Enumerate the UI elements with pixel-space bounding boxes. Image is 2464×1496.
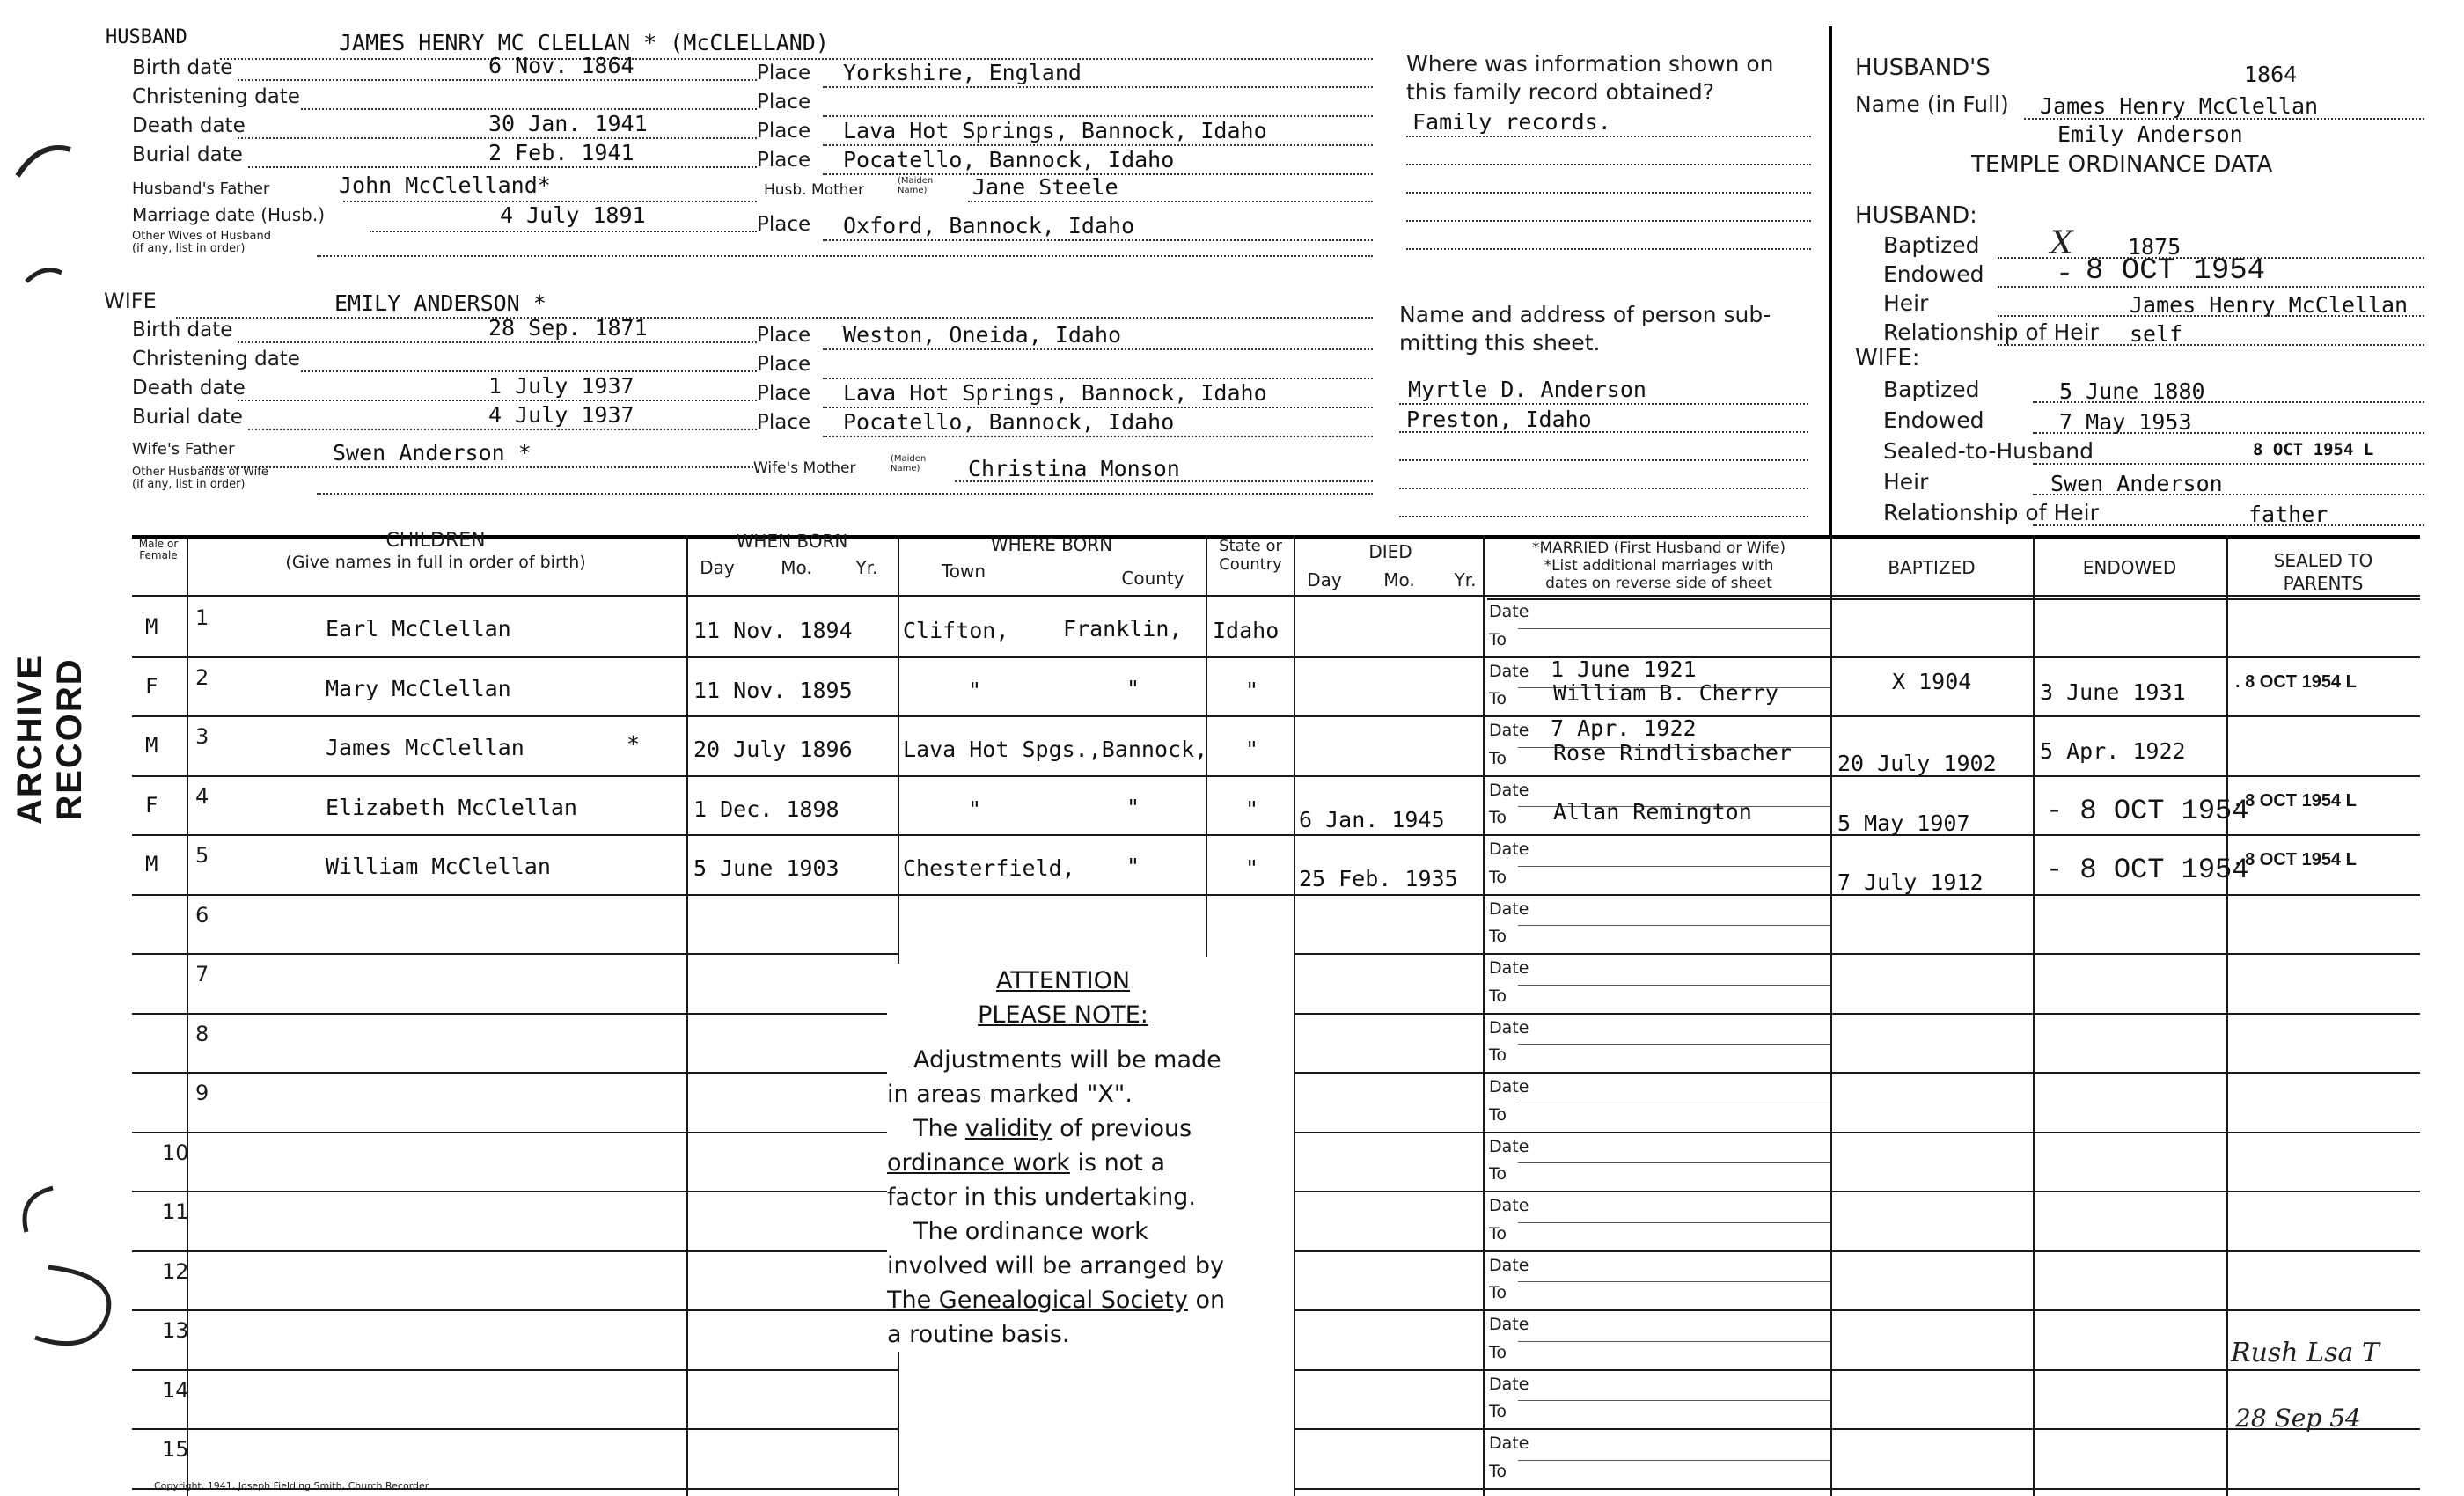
child-row-line	[132, 894, 898, 896]
child-marriage-date: 7 Apr. 1922	[1551, 715, 1697, 741]
temple-wife-row-label: Baptized	[1883, 377, 1980, 402]
marriage-place: Oxford, Bannock, Idaho	[843, 213, 1135, 238]
child-born: 11 Nov. 1895	[693, 677, 853, 703]
binder-mark-4	[35, 1267, 109, 1344]
child-to-label: To	[1489, 1223, 1507, 1243]
child-row-line	[132, 715, 898, 717]
notice-p2-e: is not a factor in this undertaking.	[887, 1149, 1196, 1211]
child-row-line	[132, 1013, 898, 1015]
child-town: "	[968, 677, 982, 703]
child-row-line-mid	[898, 894, 1294, 896]
temple-wife-row-line	[2033, 463, 2424, 465]
child-row-line-mid	[898, 715, 1294, 717]
child-state: "	[1245, 796, 1259, 822]
child-date-label: Date	[1489, 602, 1529, 621]
temple-wife-row-label: Endowed	[1883, 407, 1984, 433]
marriage-date-label: Marriage date (Husb.)	[132, 204, 326, 225]
wife-row-place: Pocatello, Bannock, Idaho	[843, 409, 1175, 435]
temple-year: 1864	[2244, 62, 2298, 87]
temple-wife-row-value: 5 June 1880	[2059, 378, 2205, 404]
child-row-line-right	[1294, 1013, 2420, 1015]
wife-row-place: Lava Hot Springs, Bannock, Idaho	[843, 380, 1267, 406]
wife-mother-sublabel: (Maiden Name)	[891, 454, 927, 473]
child-number: 8	[195, 1021, 209, 1046]
submitter-address: Preston, Idaho	[1406, 407, 1592, 432]
header-married: *MARRIED (First Husband or Wife)	[1531, 539, 1786, 557]
child-number: 9	[195, 1081, 209, 1105]
temple-wife-row-line	[2033, 432, 2424, 434]
temple-husband-row-value: James Henry McClellan	[2130, 292, 2409, 318]
child-born: 1 Dec. 1898	[693, 796, 840, 822]
child-state: "	[1245, 737, 1259, 762]
copyright-footer: Copyright, 1941, Joseph Fielding Smith, Church Recorder	[154, 1480, 429, 1492]
child-date-label: Date	[1489, 898, 1529, 919]
child-row-line	[132, 1250, 898, 1252]
other-wives-label: Other Wives of Husband	[132, 230, 271, 243]
child-row-date-divider	[1518, 866, 1830, 867]
husband-row-place-label: Place	[757, 120, 811, 143]
child-sealed: . 8 OCT 1954 L	[2235, 671, 2357, 692]
binder-mark-2	[26, 270, 62, 282]
temple-wife-row-label: Relationship of Heir	[1883, 500, 2099, 525]
husband-row-place-label: Place	[757, 62, 811, 84]
submitter-name: Myrtle D. Anderson	[1408, 377, 1646, 402]
notice-paragraph-3	[887, 1214, 1239, 1352]
wife-row-date-line	[248, 429, 757, 430]
archive-record-text: ARCHIVE RECORD	[11, 653, 89, 825]
child-to-label: To	[1489, 1104, 1507, 1125]
child-married-to: William B. Cherry	[1553, 680, 1778, 707]
husband-row-date-line	[301, 108, 757, 110]
child-number: 15	[162, 1437, 189, 1462]
husband-row-label: Christening date	[132, 85, 300, 108]
child-row-line	[132, 1428, 898, 1430]
child-number: 10	[162, 1140, 189, 1165]
notice-subtitle: PLEASE NOTE:	[978, 1001, 1148, 1029]
child-endowed: 5 Apr. 1922	[2040, 738, 2186, 764]
header-sealed: SEALED TO PARENTS	[2273, 550, 2373, 594]
child-to-label: To	[1489, 748, 1507, 768]
wife-row-place-label: Place	[757, 411, 811, 434]
info-question-line1: Where was information shown on	[1406, 51, 1774, 77]
child-name: James McClellan	[326, 735, 524, 760]
child-to-label: To	[1489, 1402, 1507, 1422]
child-number: 3	[195, 724, 209, 749]
child-to-label: To	[1489, 1461, 1507, 1481]
header-died-yr: Yr.	[1454, 569, 1477, 590]
wife-father: Swen Anderson *	[333, 440, 532, 466]
husband-row-place-label: Place	[757, 149, 811, 172]
child-row-line-right	[1294, 1309, 2420, 1311]
header-sex: Male or Female	[138, 538, 179, 561]
temple-wife-row-value: 7 May 1953	[2059, 409, 2192, 435]
child-row-line	[132, 1309, 898, 1311]
notice-title: ATTENTION	[995, 967, 1131, 994]
child-row-line	[132, 834, 898, 836]
temple-wife-name: Emily Anderson	[2057, 121, 2243, 147]
husband-row-place: Lava Hot Springs, Bannock, Idaho	[843, 118, 1267, 143]
husband-row-date-line	[238, 79, 757, 81]
temple-title: TEMPLE ORDINANCE DATA	[1971, 151, 2273, 178]
child-row-line-right	[1294, 715, 2420, 717]
child-died: 25 Feb. 1935	[1299, 866, 1458, 891]
child-star: *	[627, 731, 641, 757]
child-town: Clifton,	[903, 618, 1009, 643]
child-row-line-right	[1294, 1072, 2420, 1074]
child-date-label: Date	[1489, 958, 1529, 978]
wife-row-date: 28 Sep. 1871	[488, 315, 648, 341]
child-county: Franklin,	[1063, 616, 1183, 642]
child-date-label: Date	[1489, 1136, 1529, 1156]
child-row-date-divider	[1518, 1044, 1830, 1045]
child-date-label: Date	[1489, 1374, 1529, 1394]
child-row-line-mid	[898, 834, 1294, 836]
header-died-day: Day	[1307, 569, 1342, 590]
margin-note-rush: Rush Lsa T	[2231, 1338, 2380, 1368]
info-source: Family records.	[1412, 109, 1611, 135]
child-row-line-right	[1294, 953, 2420, 955]
temple-wife-row-label: Sealed-to-Husband	[1883, 438, 2094, 464]
marriage-date: 4 July 1891	[500, 202, 646, 228]
temple-husband-row-value: 1875	[2128, 234, 2182, 260]
child-born: 20 July 1896	[693, 737, 853, 762]
child-row-line-right	[1294, 656, 2420, 658]
husband-name: JAMES HENRY MC CLELLAN * (McCLELLAND)	[339, 30, 829, 55]
child-row-line	[132, 1191, 898, 1192]
child-date-label: Date	[1489, 721, 1529, 740]
child-to-label: To	[1489, 867, 1507, 887]
child-to-label: To	[1489, 1283, 1507, 1303]
wife-row-place-line	[823, 378, 1373, 379]
temple-husband-row-label: Relationship of Heir	[1883, 319, 2099, 345]
wife-row-label: Death date	[132, 377, 246, 400]
child-number: 11	[162, 1199, 189, 1224]
husband-row-date-line	[248, 166, 757, 168]
wife-name: EMILY ANDERSON *	[334, 290, 546, 316]
header-state: State or Country	[1219, 537, 1282, 574]
temple-husband-row-label: Endowed	[1883, 261, 1984, 287]
child-row-line-right	[1294, 1132, 2420, 1133]
submitter-question-line2: mitting this sheet.	[1399, 330, 1601, 356]
header-died: DIED	[1368, 541, 1412, 562]
temple-wife-row-line	[2033, 401, 2424, 403]
submitter-question-line1: Name and address of person sub-	[1399, 302, 1771, 327]
attention-notice	[887, 964, 1239, 1352]
child-county: "	[1126, 675, 1140, 701]
temple-husband-row-mark: X	[2050, 225, 2073, 261]
husband-father-label: Husband's Father	[132, 180, 270, 198]
temple-husband-row-value: 8 OCT 1954	[2086, 254, 2266, 288]
wife-row-label: Burial date	[132, 406, 243, 429]
husband-row-label: Death date	[132, 114, 246, 137]
child-row-line-mid	[898, 775, 1294, 777]
header-married-sub2: dates on reverse side of sheet	[1545, 575, 1772, 592]
child-sex: M	[145, 852, 158, 876]
child-number: 5	[195, 843, 209, 868]
child-married-to: Allan Remington	[1553, 799, 1752, 825]
child-number: 1	[195, 605, 209, 630]
child-row-date-divider	[1518, 1222, 1830, 1223]
notice-p3-b: The Genealogical Society	[887, 1287, 1188, 1314]
notice-p2-b: validity	[964, 1115, 1052, 1142]
child-row-line	[132, 775, 898, 777]
child-date-label: Date	[1489, 661, 1529, 681]
wife-row-label: Christening date	[132, 348, 300, 370]
child-to-label: To	[1489, 1164, 1507, 1184]
temple-husband-row-line	[1998, 315, 2424, 317]
header-endowed: ENDOWED	[2082, 557, 2177, 578]
other-husbands-label: Other Husbands of Wife	[132, 466, 268, 479]
wife-father-label: Wife's Father	[132, 440, 235, 458]
notice-paragraph-2	[887, 1111, 1239, 1214]
husband-row-date: 6 Nov. 1864	[488, 53, 634, 78]
binder-mark-3	[25, 1188, 53, 1232]
husband-row-label: Burial date	[132, 143, 243, 166]
child-number: 4	[195, 783, 209, 809]
child-town: Lava Hot Spgs.,Bannock,	[903, 737, 1208, 762]
child-row-line	[132, 1369, 898, 1371]
child-to-label: To	[1489, 927, 1507, 947]
child-sealed: . 8 OCT 1954 L	[2235, 790, 2357, 810]
child-to-label: To	[1489, 1342, 1507, 1362]
wife-row-place-label: Place	[757, 382, 811, 405]
wife-row-date-line	[238, 341, 757, 343]
child-to-label: To	[1489, 986, 1507, 1006]
temple-wife-row-label: Heir	[1883, 469, 1929, 495]
child-number: 6	[195, 902, 209, 928]
wife-section-label: WIFE	[104, 289, 157, 313]
child-number: 13	[162, 1318, 189, 1343]
child-row-date-divider	[1518, 985, 1830, 986]
husband-row-place-line	[823, 86, 1373, 88]
temple-husband-row-line	[1998, 344, 2424, 346]
child-state: "	[1245, 677, 1259, 703]
child-number: 2	[195, 664, 209, 690]
wife-row-label: Birth date	[132, 319, 233, 341]
temple-husband-row-mark: -	[2059, 254, 2071, 290]
child-row-date-divider	[1518, 1400, 1830, 1401]
child-county: "	[1126, 794, 1140, 820]
temple-husband-row-value: self	[2130, 321, 2183, 347]
child-number: 7	[195, 962, 209, 986]
child-row-line-right	[1294, 1488, 2420, 1490]
other-wives-sub: (if any, list in order)	[132, 242, 246, 255]
info-question-line2: this family record obtained?	[1406, 79, 1715, 105]
husband-section-label: HUSBAND	[106, 26, 187, 48]
husband-mother: Jane Steele	[972, 174, 1118, 200]
wife-row-date-line	[238, 400, 757, 401]
child-row-line-right	[1294, 1250, 2420, 1252]
notice-paragraph-1: Adjustments will be made in areas marked "X".	[887, 1046, 1221, 1108]
child-row-date-divider	[1518, 1460, 1830, 1461]
child-born: 11 Nov. 1894	[693, 618, 853, 643]
header-children: CHILDREN	[385, 530, 486, 552]
child-row-line-right	[1294, 1191, 2420, 1192]
header-where-born: WHERE BORN	[990, 534, 1113, 555]
child-number: 14	[162, 1377, 189, 1403]
child-state: Idaho	[1213, 618, 1280, 643]
header-county: County	[1121, 568, 1184, 589]
child-row-line-mid	[898, 656, 1294, 658]
child-endowed: - 8 OCT 1954	[2046, 854, 2249, 886]
child-row-date-divider	[1518, 1281, 1830, 1282]
child-date-label: Date	[1489, 1255, 1529, 1275]
husband-row-place-line	[823, 144, 1373, 146]
temple-husband-row-line	[1998, 286, 2424, 288]
header-town: Town	[941, 561, 986, 582]
temple-husband-row-label: Heir	[1883, 290, 1929, 316]
child-baptized: 5 May 1907	[1837, 810, 1970, 836]
child-county: "	[1126, 854, 1140, 879]
child-town: Chesterfield,	[903, 855, 1075, 881]
wife-mother: Christina Monson	[968, 456, 1180, 481]
child-date-label: Date	[1489, 1434, 1529, 1453]
husband-father: John McClelland*	[339, 172, 551, 198]
header-mo: Mo.	[781, 557, 812, 578]
temple-husband-row-label: Baptized	[1883, 232, 1980, 258]
wife-row-date: 1 July 1937	[488, 373, 634, 399]
header-when-born: WHEN BORN	[736, 531, 848, 552]
husband-row-place-label: Place	[757, 91, 811, 114]
child-row-line	[132, 656, 898, 658]
other-husbands-sub: (if any, list in order)	[132, 478, 246, 491]
child-marriage-date: 1 June 1921	[1551, 656, 1697, 682]
husband-row-place: Pocatello, Bannock, Idaho	[843, 147, 1175, 172]
temple-wife-row-line	[2033, 524, 2424, 526]
binder-mark-1	[18, 148, 70, 176]
wife-row-place-line	[823, 436, 1373, 437]
child-row-line-right	[1294, 1369, 2420, 1371]
child-name: William McClellan	[326, 854, 551, 879]
wife-row-date-line	[301, 370, 757, 372]
margin-note-date: 28 Sep 54	[2235, 1404, 2361, 1433]
temple-name-label: Name (in Full)	[1855, 92, 2009, 117]
husband-row-date: 30 Jan. 1941	[488, 111, 648, 136]
child-date-label: Date	[1489, 780, 1529, 800]
child-row-line	[132, 1132, 898, 1133]
child-name: Mary McClellan	[326, 675, 511, 701]
child-endowed: 3 June 1931	[2040, 678, 2186, 705]
header-died-mo: Mo.	[1383, 569, 1415, 590]
temple-husband-label: HUSBAND:	[1855, 202, 1977, 229]
child-state: "	[1245, 855, 1259, 881]
notice-p2-d: ordinance work	[887, 1149, 1070, 1177]
wife-row-date: 4 July 1937	[488, 402, 634, 428]
child-sex: F	[145, 673, 158, 699]
husband-row-place: Yorkshire, England	[843, 60, 1082, 85]
wife-mother-label: Wife's Mother	[753, 459, 856, 477]
notice-p2-a: The	[913, 1115, 965, 1142]
child-born: 5 June 1903	[693, 855, 840, 881]
header-children-sub: (Give names in full in order of birth)	[285, 553, 586, 572]
temple-husband-name: James Henry McClellan	[2040, 93, 2319, 119]
child-to-label: To	[1489, 808, 1507, 828]
wife-row-place-line	[823, 407, 1373, 408]
child-row-line	[132, 1072, 898, 1074]
binder-marks	[0, 0, 123, 1496]
wife-row-place-line	[823, 348, 1373, 350]
header-yr: Yr.	[855, 557, 878, 578]
header-married-sub1: *List additional marriages with	[1544, 557, 1774, 575]
notice-p3-a: The ordinance work involved will be arranged by	[887, 1218, 1224, 1280]
temple-wife-row-value: 8 OCT 1954 L	[2253, 440, 2374, 459]
child-date-label: Date	[1489, 1017, 1529, 1038]
child-to-label: To	[1489, 689, 1507, 709]
child-row-date-divider	[1518, 1341, 1830, 1342]
child-name: Elizabeth McClellan	[326, 794, 577, 820]
child-date-label: Date	[1489, 1077, 1529, 1096]
husband-mother-sublabel: (Maiden Name)	[898, 176, 934, 195]
child-row-date-divider	[1518, 1162, 1830, 1163]
child-row-line	[132, 953, 898, 955]
child-row-date-divider	[1518, 925, 1830, 926]
child-number: 12	[162, 1258, 189, 1284]
child-date-label: Date	[1489, 1315, 1529, 1334]
husband-row-label: Birth date	[132, 56, 233, 79]
temple-wife-row-line	[2033, 494, 2424, 495]
child-to-label: To	[1489, 629, 1507, 649]
child-sex: F	[145, 792, 158, 818]
child-name: Earl McClellan	[326, 616, 511, 642]
child-sex: M	[145, 614, 158, 639]
notice-p2-c: of previous	[1052, 1115, 1192, 1142]
temple-title-husbands: HUSBAND'S	[1855, 55, 1991, 81]
husband-row-place-line	[823, 115, 1373, 117]
child-baptized: X 1904	[1892, 668, 1972, 694]
child-sex: M	[145, 733, 158, 758]
wife-row-place: Weston, Oneida, Idaho	[843, 322, 1122, 348]
notice-p3-c: on a routine basis.	[887, 1287, 1226, 1348]
child-town: "	[968, 796, 982, 822]
child-to-label: To	[1489, 1045, 1507, 1066]
header-day: Day	[700, 557, 735, 578]
temple-wife-row-value: father	[2248, 502, 2328, 527]
husband-row-date-line	[238, 137, 757, 139]
child-baptized: 7 July 1912	[1837, 869, 1984, 895]
child-date-label: Date	[1489, 840, 1529, 859]
temple-wife-label: WIFE:	[1855, 345, 1920, 371]
temple-wife-row-value: Swen Anderson	[2050, 471, 2223, 496]
header-baptized: BAPTIZED	[1888, 557, 1976, 578]
husband-mother-label: Husb. Mother	[764, 181, 864, 199]
child-baptized: 20 July 1902	[1837, 751, 1997, 776]
child-sealed: . 8 OCT 1954 L	[2235, 850, 2357, 869]
child-endowed: - 8 OCT 1954	[2046, 794, 2249, 827]
wife-row-place-label: Place	[757, 353, 811, 376]
husband-row-date: 2 Feb. 1941	[488, 140, 634, 165]
wife-row-place-label: Place	[757, 324, 811, 347]
marriage-place-label: Place	[757, 213, 811, 236]
child-married-to: Rose Rindlisbacher	[1553, 739, 1792, 766]
child-died: 6 Jan. 1945	[1299, 806, 1445, 832]
child-date-label: Date	[1489, 1196, 1529, 1215]
child-row-date-divider	[1518, 628, 1830, 629]
